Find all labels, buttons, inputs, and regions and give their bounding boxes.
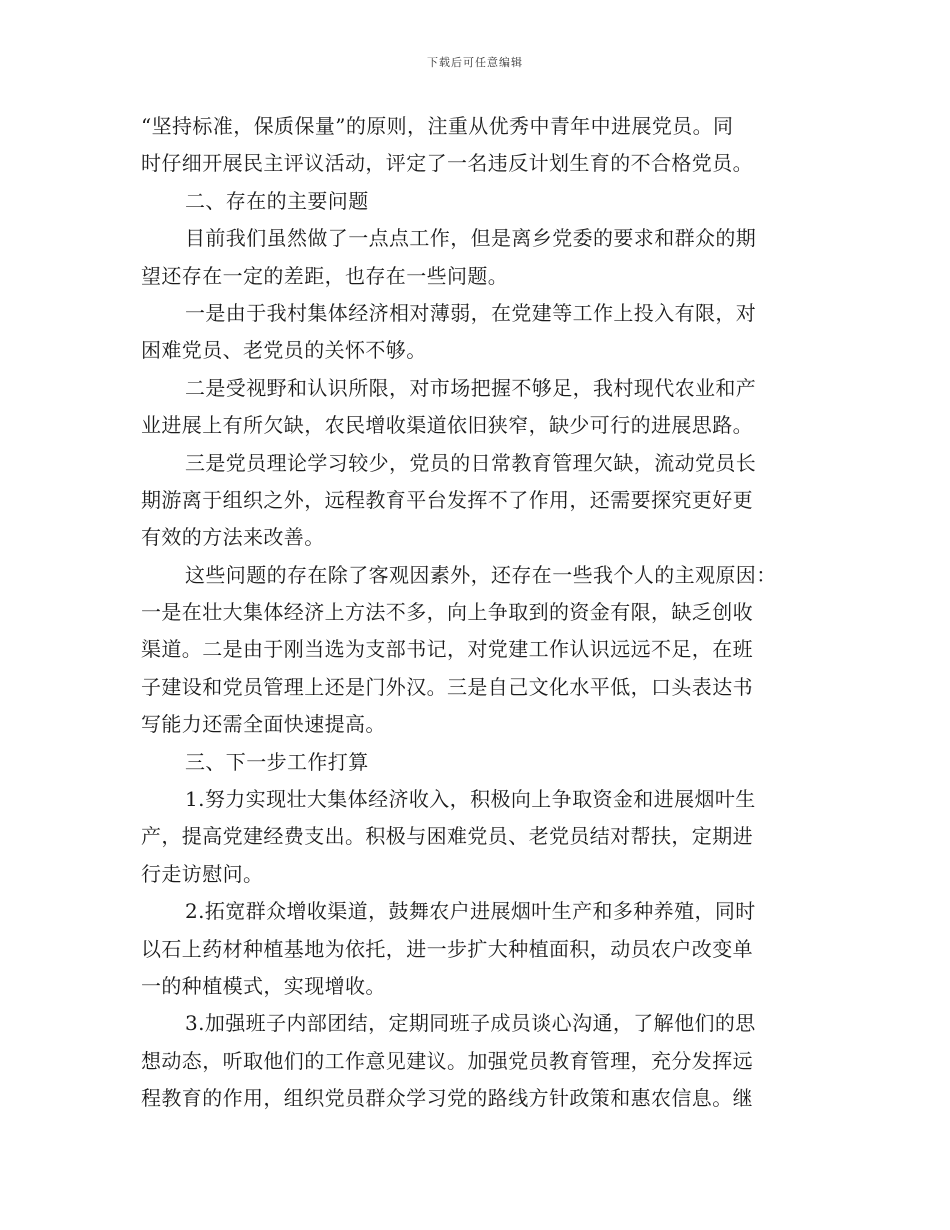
- body-line: 三是党员理论学习较少，党员的日常教育管理欠缺，流动党员长: [185, 450, 757, 475]
- body-line: 3.加强班子内部团结，定期同班子成员谈心沟通，了解他们的思: [185, 1011, 756, 1036]
- page-header: 下载后可任意编辑: [427, 56, 523, 69]
- body-line: 想动态，听取他们的工作意见建议。加强党员教育管理，充分发挥远: [141, 1048, 753, 1073]
- body-line: 一是由于我村集体经济相对薄弱，在党建等工作上投入有限，对: [185, 300, 757, 325]
- body-line: 2.拓宽群众增收渠道，鼓舞农户进展烟叶生产和多种养殖，同时: [185, 899, 756, 924]
- body-line: 时仔细开展民主评议活动，评定了一名违反计划生育的不合格党员。: [141, 151, 753, 176]
- body-line: 产，提高党建经费支出。积极与困难党员、老党员结对帮扶，定期进: [141, 824, 753, 849]
- body-line: 以石上药材种植基地为依托，进一步扩大种植面积，动员农户改变单: [141, 936, 753, 961]
- document-body: [141, 108, 801, 1118]
- body-line: 写能力还需全面快速提高。: [141, 712, 386, 737]
- body-line: 1.努力实现壮大集体经济收入，积极向上争取资金和进展烟叶生: [185, 787, 756, 812]
- body-line: 行走访慰问。: [141, 861, 264, 886]
- body-line: 望还存在一定的差距，也存在一些问题。: [141, 263, 509, 288]
- body-line: 一是在壮大集体经济上方法不多，向上争取到的资金有限，缺乏创收: [141, 600, 753, 625]
- body-line: 业进展上有所欠缺，农民增收渠道依旧狭窄，缺少可行的进展思路。: [141, 413, 753, 438]
- body-line: 目前我们虽然做了一点点工作，但是离乡党委的要求和群众的期: [185, 226, 757, 251]
- body-line: 这些问题的存在除了客观因素外，还存在一些我个人的主观原因：: [185, 562, 777, 587]
- section-heading: 三、下一步工作打算: [185, 749, 369, 774]
- body-line: 子建设和党员管理上还是门外汉。三是自己文化水平低，口头表达书: [141, 674, 753, 699]
- body-line: 有效的方法来改善。: [141, 525, 325, 550]
- section-heading: 二、存在的主要问题: [185, 188, 369, 213]
- body-line: “坚持标准，保质保量”的原则，注重从优秀中青年中进展党员。同: [141, 114, 734, 138]
- body-line: 期游离于组织之外，远程教育平台发挥不了作用，还需要探究更好更: [141, 487, 753, 512]
- body-line: 程教育的作用，组织党员群众学习党的路线方针政策和惠农信息。继: [141, 1086, 753, 1111]
- body-line: 渠道。二是由于刚当选为支部书记，对党建工作认识远远不足，在班: [141, 637, 753, 662]
- body-line: 一的种植模式，实现增收。: [141, 973, 386, 998]
- body-line: 二是受视野和认识所限，对市场把握不够足，我村现代农业和产: [185, 375, 757, 400]
- body-line: 困难党员、老党员的关怀不够。: [141, 338, 427, 363]
